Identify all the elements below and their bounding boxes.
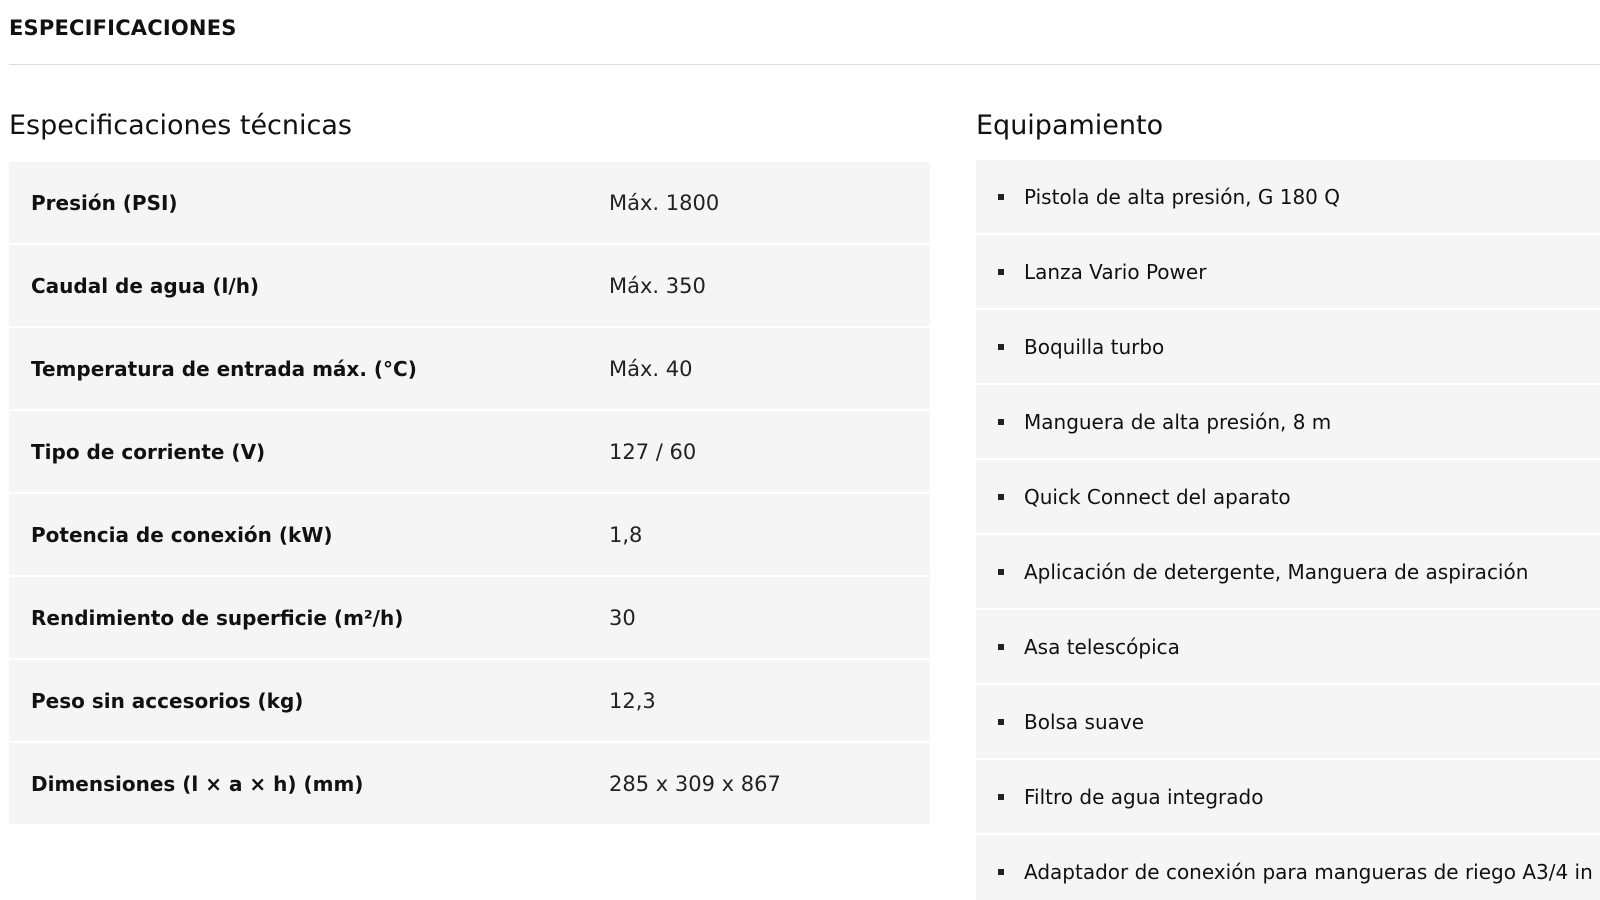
spec-row — [9, 743, 930, 824]
spec-label: Temperatura de entrada máx. (°C) — [31, 356, 417, 381]
bullet-icon — [998, 419, 1004, 425]
spec-row — [9, 411, 930, 492]
bullet-icon — [998, 494, 1004, 500]
spec-row — [9, 245, 930, 326]
bullet-icon — [998, 344, 1004, 350]
list-item — [976, 235, 1600, 308]
equipment-title: Equipamiento — [976, 110, 1164, 141]
equipment-item-text: Bolsa suave — [1024, 709, 1145, 734]
bullet-icon — [998, 569, 1004, 575]
spec-label: Caudal de agua (l/h) — [31, 273, 260, 298]
list-item — [976, 460, 1600, 533]
equipment-item-text: Aplicación de detergente, Manguera de aspiración — [1024, 559, 1529, 584]
equipment-item-text: Manguera de alta presión, 8 m — [1024, 409, 1332, 434]
equipment-item-text: Boquilla turbo — [1024, 334, 1165, 359]
list-item — [976, 685, 1600, 758]
spec-table — [9, 162, 930, 824]
spec-label: Tipo de corriente (V) — [31, 439, 266, 464]
list-item — [976, 385, 1600, 458]
spec-label: Presión (PSI) — [31, 190, 178, 215]
spec-row — [9, 660, 930, 741]
section-header: ESPECIFICACIONES — [9, 16, 237, 40]
spec-row — [9, 162, 930, 243]
header-divider — [9, 64, 1600, 65]
list-item — [976, 160, 1600, 233]
spec-value: Máx. 350 — [609, 273, 706, 298]
spec-label: Potencia de conexión (kW) — [31, 522, 333, 547]
list-item — [976, 760, 1600, 833]
equipment-list — [976, 160, 1600, 900]
equipment-item-text: Lanza Vario Power — [1024, 259, 1207, 284]
spec-value: Máx. 1800 — [609, 190, 720, 215]
spec-label: Peso sin accesorios (kg) — [31, 688, 304, 713]
spec-row — [9, 577, 930, 658]
spec-value: 12,3 — [609, 688, 656, 713]
list-item — [976, 835, 1600, 900]
equipment-item-text: Filtro de agua integrado — [1024, 784, 1264, 809]
spec-value: Máx. 40 — [609, 356, 693, 381]
bullet-icon — [998, 194, 1004, 200]
bullet-icon — [998, 269, 1004, 275]
bullet-icon — [998, 719, 1004, 725]
equipment-item-text: Quick Connect del aparato — [1024, 484, 1291, 509]
spec-value: 30 — [609, 605, 636, 630]
specs-title: Especificaciones técnicas — [9, 110, 352, 141]
bullet-icon — [998, 869, 1004, 875]
spec-value: 127 / 60 — [609, 439, 697, 464]
spec-label: Dimensiones (l × a × h) (mm) — [31, 771, 364, 796]
spec-row — [9, 494, 930, 575]
spec-label: Rendimiento de superficie (m²/h) — [31, 605, 404, 630]
list-item — [976, 535, 1600, 608]
equipment-item-text: Asa telescópica — [1024, 634, 1180, 659]
equipment-item-text: Pistola de alta presión, G 180 Q — [1024, 184, 1340, 209]
spec-value: 1,8 — [609, 522, 643, 547]
list-item — [976, 610, 1600, 683]
bullet-icon — [998, 644, 1004, 650]
spec-value: 285 x 309 x 867 — [609, 771, 781, 796]
bullet-icon — [998, 794, 1004, 800]
spec-row — [9, 328, 930, 409]
equipment-item-text: Adaptador de conexión para mangueras de riego A3/4 in — [1024, 859, 1593, 884]
list-item — [976, 310, 1600, 383]
